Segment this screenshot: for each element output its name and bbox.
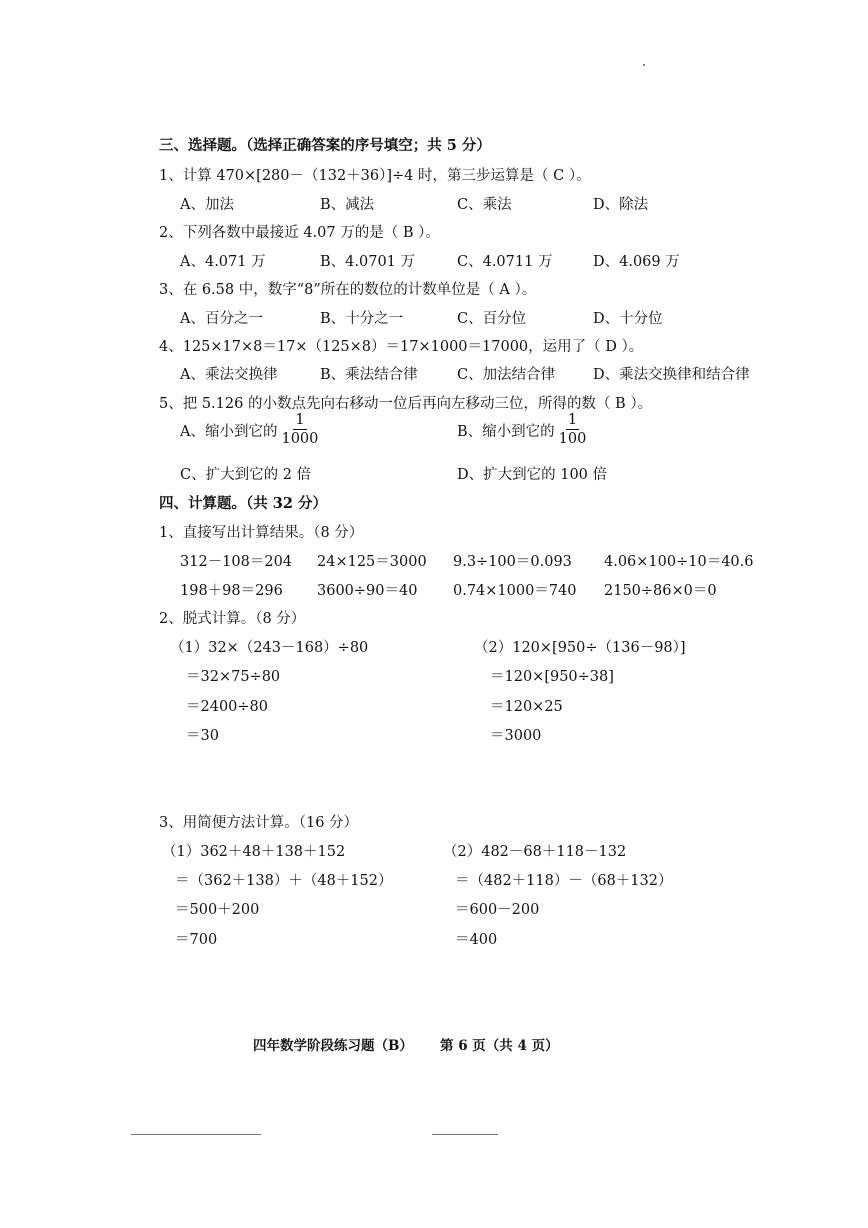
fraction-numerator: 1 — [566, 413, 579, 430]
part3-title: 3、用简便方法计算。（16 分） — [159, 815, 359, 831]
q1-option-b: B、减法 — [320, 197, 375, 213]
q5-option-d: D、扩大到它的 100 倍 — [457, 467, 608, 483]
part1-title: 1、直接写出计算结果。（8 分） — [159, 525, 364, 541]
question-1-stem: 1、计算 470×[280－（132＋36）]÷4 时，第三步运算是（ C ）。 — [159, 168, 591, 184]
simplify-2-step: ＝600－200 — [455, 902, 540, 918]
question-4-stem: 4、125×17×8＝17×（125×8）＝17×1000＝17000，运用了（ D ）。 — [159, 339, 644, 355]
q1-option-a: A、加法 — [180, 197, 234, 213]
q3-option-d: D、十分位 — [593, 311, 663, 327]
oral-calc-2: 24×125＝3000 — [317, 554, 427, 570]
fraction-one-thousandth — [279, 413, 320, 447]
q2-option-c: C、4.0711 万 — [457, 254, 553, 270]
step-calc-1-problem: （1）32×（243－168）÷80 — [170, 640, 369, 656]
q4-option-a: A、乘法交换律 — [180, 367, 278, 383]
fraction-numerator: 1 — [293, 413, 306, 430]
simplify-1-step: ＝500＋200 — [175, 902, 260, 918]
scan-speck — [643, 64, 645, 66]
oral-calc-7: 0.74×1000＝740 — [453, 583, 577, 599]
q4-option-c: C、加法结合律 — [457, 367, 556, 383]
q3-option-b: B、十分之一 — [320, 311, 404, 327]
step-calc-2-problem: （2）120×[950÷（136－98）] — [474, 640, 686, 656]
oral-calc-8: 2150÷86×0＝0 — [604, 583, 717, 599]
fraction-denominator: 1000 — [281, 431, 319, 448]
scan-edge-line — [131, 1134, 261, 1135]
fraction-one-hundredth — [557, 413, 589, 447]
oral-calc-5: 198＋98＝296 — [180, 583, 283, 599]
oral-calc-4: 4.06×100÷10＝40.6 — [604, 554, 754, 570]
q5-option-a-label: A、缩小到它的 — [180, 423, 278, 440]
q2-option-d: D、4.069 万 — [593, 254, 680, 270]
footer-page-number: 第 6 页（共 4 页） — [440, 1038, 559, 1054]
step-calc-1-step: ＝2400÷80 — [186, 699, 269, 715]
q2-option-a: A、4.071 万 — [180, 254, 266, 270]
simplify-2-problem: （2）482－68＋118－132 — [443, 844, 627, 860]
q3-option-c: C、百分位 — [457, 311, 527, 327]
q1-option-d: D、除法 — [593, 197, 649, 213]
step-calc-1-step: ＝32×75÷80 — [186, 669, 281, 685]
step-calc-2-answer: ＝3000 — [490, 728, 542, 744]
q2-option-b: B、4.0701 万 — [320, 254, 416, 270]
simplify-1-answer: ＝700 — [175, 932, 218, 948]
footer-exam-name: 四年数学阶段练习题（B） — [253, 1038, 413, 1054]
question-3-stem: 3、在 6.58 中，数字“8”所在的数位的计数单位是（ A ）。 — [159, 282, 537, 298]
q1-option-c: C、乘法 — [457, 197, 512, 213]
q5-option-a — [180, 413, 320, 447]
section3-title: 三、选择题。（选择正确答案的序号填空；共 5 分） — [159, 137, 491, 154]
step-calc-1-answer: ＝30 — [186, 728, 219, 744]
simplify-1-step: ＝（362＋138）＋（48＋152） — [175, 873, 393, 889]
q5-option-b — [457, 413, 588, 447]
part2-title: 2、脱式计算。（8 分） — [159, 611, 306, 627]
simplify-2-answer: ＝400 — [455, 932, 498, 948]
q4-option-b: B、乘法结合律 — [320, 367, 418, 383]
question-2-stem: 2、下列各数中最接近 4.07 万的是（ B ）。 — [159, 225, 440, 241]
simplify-2-step: ＝（482＋118）－（68＋132） — [455, 873, 673, 889]
q5-option-b-label: B、缩小到它的 — [457, 423, 555, 440]
step-calc-2-step: ＝120×25 — [490, 699, 563, 715]
oral-calc-1: 312－108＝204 — [180, 554, 293, 570]
fraction-denominator: 100 — [558, 431, 587, 448]
q4-option-d: D、乘法交换律和结合律 — [593, 367, 750, 383]
question-5-stem: 5、把 5.126 的小数点先向右移动一位后再向左移动三位，所得的数（ B ）。 — [159, 396, 653, 412]
oral-calc-6: 3600÷90＝40 — [317, 583, 418, 599]
q5-option-c: C、扩大到它的 2 倍 — [180, 467, 312, 483]
oral-calc-3: 9.3÷100＝0.093 — [453, 554, 572, 570]
section4-title: 四、计算题。（共 32 分） — [159, 495, 328, 512]
simplify-1-problem: （1）362＋48＋138＋152 — [162, 844, 346, 860]
scan-edge-line — [432, 1134, 498, 1135]
step-calc-2-step: ＝120×[950÷38] — [490, 669, 614, 685]
q3-option-a: A、百分之一 — [180, 311, 263, 327]
